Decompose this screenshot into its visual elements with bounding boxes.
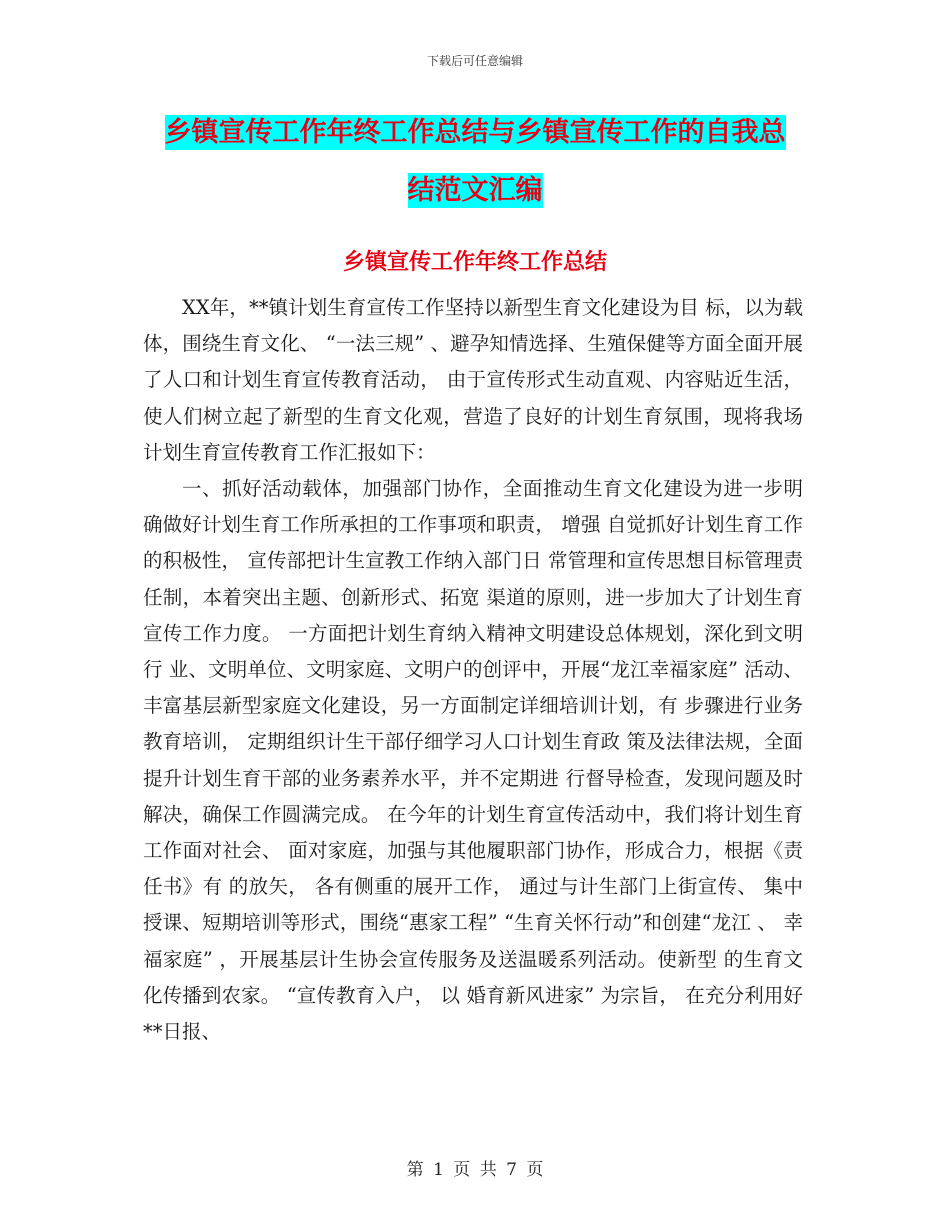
document-title-line-1: 乡镇宣传工作年终工作总结与乡镇宣传工作的自我总 bbox=[164, 117, 786, 148]
section-title: 乡镇宣传工作年终工作总结 bbox=[342, 250, 607, 275]
paragraph-section-1: 一、抓好活动载体，加强部门协作，全面推动生育文化建设为进一步明确做好计划生育工作所承担的工作事项和职责， 增强 自觉抓好计划生育工作的积极性， 宣传部把计生宣教工作纳入部门日 常管理和宣传思想目标管理责任制，本着突出主题、创新形式、拓宽 渠道的原则，进一步加大了计划生育宣传工作力度。 一方面把计划生育纳入精神文明建设总体规划，深化到文明行 业、文明单位、文明家庭、文明户的创评中，开展“龙江幸福家庭” 活动、丰富基层新型家庭文化建设，另一方面制定详细培训计划，有 步骤进行业务教育培训， 定期组织计生干部仔细学习人口计划生育政 策及法律法规，全面提升计划生育干部的业务素养水平，并不定期进 行督导检查，发现问题及时解决，确保工作圆满完成。 在今年的计划生育宣传活动中，我们将计划生育工作面对社会、 面对家庭，加强与其他履职部门协作，形成合力，根据《责任书》有 的放矢， 各有侧重的展开工作， 通过与计生部门上街宣传、 集中授课、短期培训等形式，围绕“惠家工程” “生育关怀行动”和创建“龙江 、 幸福家庭” ，开展基层计生协会宣传服务及送温暖系列活动。使新型 的生育文化传播到农家。 “宣传教育入户， 以 婚育新风进家” 为宗旨， 在充分利用好**日报、 bbox=[143, 477, 803, 1044]
document-title-line-2: 结范文汇编 bbox=[407, 175, 543, 206]
header-note: 下载后可任意编辑 bbox=[426, 54, 523, 68]
page-footer: 第 1 页 共 7 页 bbox=[406, 1160, 544, 1180]
paragraph-intro: XX年，**镇计划生育宣传工作坚持以新型生育文化建设为目 标，以为载体，围绕生育文化、 “一法三规” 、避孕知情选择、生殖保健等方面全面开展了人口和计划生育宣传教育活动， 由于宣传形式生动直观、内容贴近生活，使人们树立起了新型的生育文化观，营造了良好的计划生育氛围，现将我场计划生育宣传教育工作汇报如下： bbox=[143, 296, 803, 464]
body-text bbox=[143, 290, 803, 1050]
document-title bbox=[140, 104, 810, 220]
